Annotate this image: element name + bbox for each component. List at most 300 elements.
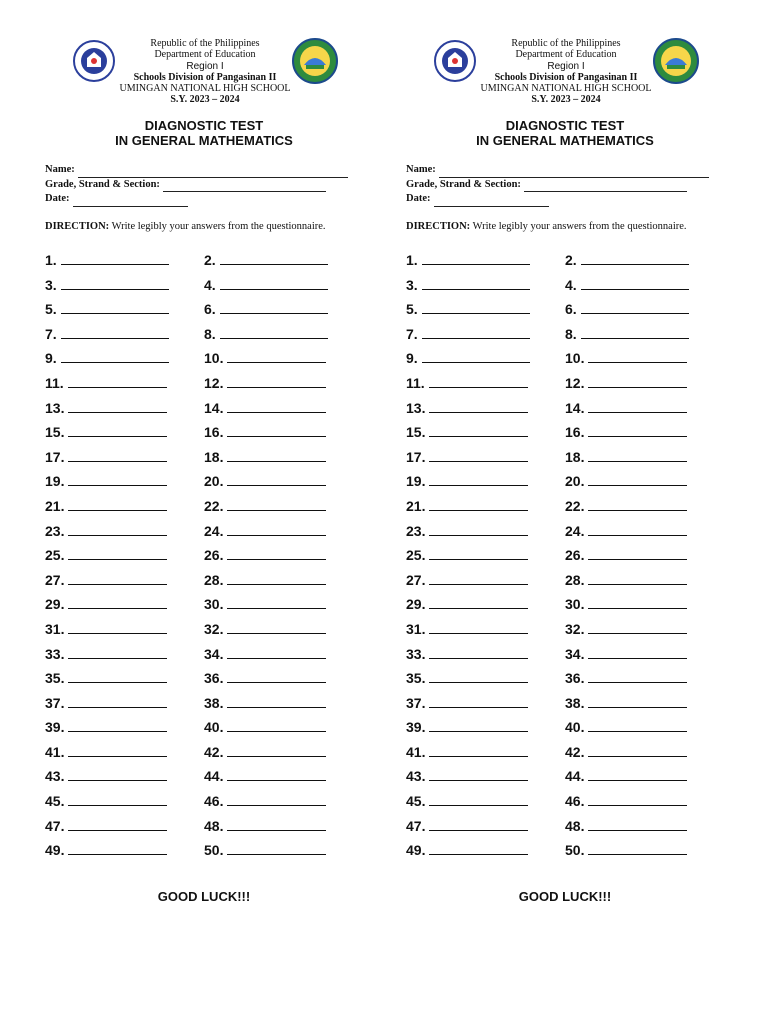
answer-blank[interactable] <box>429 803 528 806</box>
answer-blank[interactable] <box>61 311 169 314</box>
answer-number: 36. <box>204 670 224 687</box>
answer-item[interactable] <box>204 422 363 440</box>
answer-number: 15. <box>45 424 65 441</box>
answer-item[interactable] <box>565 471 724 489</box>
answer-row <box>45 496 363 521</box>
answer-row <box>45 422 363 447</box>
answer-blank[interactable] <box>581 336 689 339</box>
answer-item[interactable] <box>204 594 363 612</box>
good-luck-text: GOOD LUCK!!! <box>518 889 612 904</box>
answer-blank[interactable] <box>220 336 328 339</box>
answer-item[interactable] <box>45 791 204 809</box>
answer-number: 2. <box>204 252 216 268</box>
answer-item[interactable] <box>565 447 724 465</box>
answer-item[interactable] <box>406 373 565 391</box>
answer-item[interactable] <box>565 250 724 268</box>
school-header <box>421 38 711 106</box>
grade-line[interactable] <box>163 181 326 192</box>
answer-number: 39. <box>45 719 65 736</box>
name-line[interactable] <box>439 167 709 178</box>
answer-blank[interactable] <box>68 557 167 560</box>
answer-item[interactable] <box>565 570 724 588</box>
answer-blank[interactable] <box>68 729 167 732</box>
answer-number: 16. <box>565 424 585 441</box>
answer-item[interactable] <box>204 766 363 784</box>
answer-blank[interactable] <box>588 434 687 437</box>
answer-blank[interactable] <box>581 311 689 314</box>
answer-item[interactable] <box>204 693 363 711</box>
answer-item[interactable] <box>406 766 565 784</box>
answer-blank[interactable] <box>227 459 326 462</box>
answer-blank[interactable] <box>581 262 689 265</box>
title-line-2: IN GENERAL MATHEMATICS <box>115 133 293 148</box>
answer-blank[interactable] <box>227 656 326 659</box>
direction-text <box>406 220 724 234</box>
answer-blank[interactable] <box>429 582 528 585</box>
answer-row <box>406 496 724 521</box>
answer-blank[interactable] <box>227 680 326 683</box>
answer-blank[interactable] <box>220 262 328 265</box>
answer-item[interactable] <box>565 742 724 760</box>
answer-number: 10. <box>565 350 585 367</box>
grade-field[interactable] <box>45 178 363 193</box>
answer-item[interactable] <box>406 398 565 416</box>
answer-number: 18. <box>565 448 585 465</box>
answer-item[interactable] <box>45 644 204 662</box>
answer-number: 6. <box>204 301 216 318</box>
answer-item[interactable] <box>204 250 363 268</box>
answer-row <box>45 816 363 841</box>
answer-blank[interactable] <box>429 483 528 486</box>
answer-item[interactable] <box>565 545 724 563</box>
answer-blank[interactable] <box>68 631 167 634</box>
answer-blank[interactable] <box>588 705 687 708</box>
answer-blank[interactable] <box>422 360 530 363</box>
answer-number: 42. <box>204 743 224 760</box>
name-field[interactable] <box>406 163 724 178</box>
answer-number: 48. <box>565 817 585 834</box>
direction-body: Write legibly your answers from the questionnaire. <box>472 221 687 232</box>
date-field[interactable] <box>45 192 363 207</box>
answer-item[interactable] <box>204 324 363 342</box>
answer-blank[interactable] <box>588 680 687 683</box>
answer-item[interactable] <box>204 447 363 465</box>
answer-blank[interactable] <box>61 336 169 339</box>
answer-item[interactable] <box>45 570 204 588</box>
answer-number: 33. <box>45 645 65 662</box>
answer-item[interactable] <box>406 275 565 293</box>
answer-number: 43. <box>406 768 426 785</box>
answer-item[interactable] <box>45 840 204 858</box>
answer-blank[interactable] <box>68 680 167 683</box>
answer-number: 4. <box>565 276 577 293</box>
answer-item[interactable] <box>204 299 363 317</box>
answer-row <box>406 742 724 767</box>
answer-blank[interactable] <box>429 631 528 634</box>
answer-item[interactable] <box>204 373 363 391</box>
grade-field[interactable] <box>406 178 724 193</box>
answer-number: 43. <box>45 768 65 785</box>
answer-blank[interactable] <box>588 483 687 486</box>
answer-item[interactable] <box>406 545 565 563</box>
answer-row <box>45 471 363 496</box>
answer-item[interactable] <box>204 398 363 416</box>
answer-blank[interactable] <box>588 360 687 363</box>
answer-blank[interactable] <box>429 459 528 462</box>
answer-item[interactable] <box>406 816 565 834</box>
answer-number: 3. <box>45 276 57 293</box>
answer-blank[interactable] <box>588 508 687 511</box>
answer-row <box>406 447 724 472</box>
answer-item[interactable] <box>45 447 204 465</box>
header-school: UMINGAN NATIONAL HIGH SCHOOL <box>480 83 652 95</box>
answer-blank[interactable] <box>227 533 326 536</box>
answer-blank[interactable] <box>227 582 326 585</box>
answer-item[interactable] <box>406 250 565 268</box>
answer-item[interactable] <box>45 373 204 391</box>
answer-blank[interactable] <box>588 778 687 781</box>
answer-row <box>45 717 363 742</box>
answer-item[interactable] <box>45 619 204 637</box>
answer-number: 46. <box>565 793 585 810</box>
answer-row <box>45 299 363 324</box>
answer-blank[interactable] <box>227 828 326 831</box>
answer-blank[interactable] <box>220 287 328 290</box>
header-school-year: S.Y. 2023 – 2024 <box>170 94 240 106</box>
answer-item[interactable] <box>204 545 363 563</box>
answer-row <box>45 570 363 595</box>
answer-blank[interactable] <box>227 606 326 609</box>
answer-number: 31. <box>45 620 65 637</box>
answer-blank[interactable] <box>588 754 687 757</box>
answer-item[interactable] <box>45 348 204 366</box>
answer-blank[interactable] <box>227 705 326 708</box>
answer-item[interactable] <box>204 521 363 539</box>
answer-blank[interactable] <box>429 385 528 388</box>
answer-number: 47. <box>406 817 426 834</box>
answer-blank[interactable] <box>68 778 167 781</box>
answer-item[interactable] <box>406 668 565 686</box>
answer-blank[interactable] <box>68 705 167 708</box>
answer-item[interactable] <box>204 742 363 760</box>
answer-blank[interactable] <box>422 311 530 314</box>
answer-item[interactable] <box>565 668 724 686</box>
answer-number: 44. <box>204 768 224 785</box>
answer-blank[interactable] <box>227 508 326 511</box>
answer-item[interactable] <box>406 644 565 662</box>
name-field[interactable] <box>45 163 363 178</box>
answer-number: 19. <box>406 473 426 490</box>
answer-row <box>406 668 724 693</box>
answer-blank[interactable] <box>68 754 167 757</box>
answer-blank[interactable] <box>227 557 326 560</box>
answer-blank[interactable] <box>588 557 687 560</box>
answer-item[interactable] <box>45 717 204 735</box>
answer-item[interactable] <box>204 619 363 637</box>
answer-blank[interactable] <box>227 631 326 634</box>
answer-item[interactable] <box>45 422 204 440</box>
answer-blank[interactable] <box>227 410 326 413</box>
answer-number: 29. <box>406 596 426 613</box>
answer-blank[interactable] <box>588 803 687 806</box>
answer-number: 40. <box>204 719 224 736</box>
answer-number: 23. <box>45 522 65 539</box>
answer-number: 26. <box>204 547 224 564</box>
answer-number: 9. <box>45 350 57 367</box>
answer-number: 31. <box>406 620 426 637</box>
answer-blank[interactable] <box>227 483 326 486</box>
answer-blank[interactable] <box>429 557 528 560</box>
answer-item[interactable] <box>204 816 363 834</box>
answer-blank[interactable] <box>61 360 169 363</box>
answer-item[interactable] <box>406 324 565 342</box>
answer-item[interactable] <box>45 594 204 612</box>
answer-blank[interactable] <box>220 311 328 314</box>
answer-item[interactable] <box>45 668 204 686</box>
answer-row <box>406 717 724 742</box>
answer-blank[interactable] <box>68 508 167 511</box>
answer-item[interactable] <box>204 348 363 366</box>
title-line-1: DIAGNOSTIC TEST <box>505 118 625 133</box>
answer-row <box>406 644 724 669</box>
answer-item[interactable] <box>45 545 204 563</box>
date-line[interactable] <box>73 196 188 207</box>
answer-blank[interactable] <box>68 582 167 585</box>
answer-blank[interactable] <box>227 434 326 437</box>
answer-blank[interactable] <box>429 410 528 413</box>
grade-line[interactable] <box>524 181 687 192</box>
answer-row <box>45 693 363 718</box>
answer-blank[interactable] <box>68 385 167 388</box>
answer-blank[interactable] <box>429 729 528 732</box>
answer-blank[interactable] <box>227 778 326 781</box>
answer-number: 1. <box>45 252 57 268</box>
answer-item[interactable] <box>45 742 204 760</box>
answer-item[interactable] <box>204 644 363 662</box>
grade-label: Grade, Strand & Section: <box>406 178 521 190</box>
answer-item[interactable] <box>45 693 204 711</box>
answer-blank[interactable] <box>227 803 326 806</box>
answer-number: 28. <box>565 571 585 588</box>
answer-item[interactable] <box>406 693 565 711</box>
answer-row <box>406 471 724 496</box>
answer-item[interactable] <box>204 496 363 514</box>
answer-blank[interactable] <box>588 852 687 855</box>
answer-blank[interactable] <box>61 287 169 290</box>
answer-row <box>406 275 724 300</box>
answer-item[interactable] <box>406 422 565 440</box>
answer-number: 39. <box>406 719 426 736</box>
answer-item[interactable] <box>45 398 204 416</box>
answer-item[interactable] <box>565 275 724 293</box>
answer-blank[interactable] <box>68 606 167 609</box>
answer-blank[interactable] <box>68 852 167 855</box>
answer-item[interactable] <box>406 742 565 760</box>
answer-row <box>406 840 724 865</box>
answer-blank[interactable] <box>68 434 167 437</box>
date-field[interactable] <box>406 192 724 207</box>
answer-item[interactable] <box>565 398 724 416</box>
answer-item[interactable] <box>565 496 724 514</box>
answer-item[interactable] <box>204 275 363 293</box>
answer-number: 41. <box>45 743 65 760</box>
answer-blank[interactable] <box>68 828 167 831</box>
answer-item[interactable] <box>45 275 204 293</box>
answer-item[interactable] <box>45 250 204 268</box>
answer-blank[interactable] <box>588 385 687 388</box>
answer-item[interactable] <box>565 373 724 391</box>
header-region: Region I <box>186 60 224 72</box>
answer-item[interactable] <box>45 471 204 489</box>
answer-blank[interactable] <box>588 582 687 585</box>
answer-row <box>45 348 363 373</box>
answer-item[interactable] <box>565 791 724 809</box>
header-school-year: S.Y. 2023 – 2024 <box>531 94 601 106</box>
answer-number: 32. <box>565 620 585 637</box>
answer-blank[interactable] <box>588 606 687 609</box>
answer-item[interactable] <box>45 521 204 539</box>
answer-item[interactable] <box>406 570 565 588</box>
answer-blank[interactable] <box>227 852 326 855</box>
answer-item[interactable] <box>45 816 204 834</box>
answer-item[interactable] <box>406 496 565 514</box>
answer-blank[interactable] <box>429 852 528 855</box>
answer-number: 50. <box>565 842 585 859</box>
answer-row <box>45 742 363 767</box>
answer-blank[interactable] <box>227 729 326 732</box>
answer-blank[interactable] <box>68 410 167 413</box>
answer-item[interactable] <box>406 791 565 809</box>
answer-blank[interactable] <box>227 754 326 757</box>
answer-blank[interactable] <box>429 680 528 683</box>
answer-blank[interactable] <box>588 656 687 659</box>
answer-grid <box>406 250 724 865</box>
answer-blank[interactable] <box>68 459 167 462</box>
answer-blank[interactable] <box>588 459 687 462</box>
answer-blank[interactable] <box>68 533 167 536</box>
answer-blank[interactable] <box>422 336 530 339</box>
answer-item[interactable] <box>204 471 363 489</box>
answer-blank[interactable] <box>581 287 689 290</box>
answer-number: 3. <box>406 276 418 293</box>
answer-blank[interactable] <box>588 631 687 634</box>
answer-item[interactable] <box>406 619 565 637</box>
answer-blank[interactable] <box>68 483 167 486</box>
answer-number: 7. <box>45 325 57 342</box>
answer-blank[interactable] <box>422 287 530 290</box>
answer-item[interactable] <box>565 693 724 711</box>
answer-number: 24. <box>565 522 585 539</box>
answer-item[interactable] <box>565 619 724 637</box>
answer-number: 30. <box>204 596 224 613</box>
answer-number: 33. <box>406 645 426 662</box>
name-line[interactable] <box>78 167 348 178</box>
answer-item[interactable] <box>565 299 724 317</box>
answer-number: 50. <box>204 842 224 859</box>
answer-number: 38. <box>565 694 585 711</box>
answer-number: 14. <box>565 399 585 416</box>
answer-row <box>45 250 363 275</box>
answer-item[interactable] <box>565 766 724 784</box>
answer-item[interactable] <box>565 324 724 342</box>
answer-item[interactable] <box>204 717 363 735</box>
answer-blank[interactable] <box>429 606 528 609</box>
answer-item[interactable] <box>565 644 724 662</box>
answer-blank[interactable] <box>588 410 687 413</box>
answer-number: 35. <box>406 670 426 687</box>
answer-number: 46. <box>204 793 224 810</box>
answer-item[interactable] <box>406 447 565 465</box>
title-line-2: IN GENERAL MATHEMATICS <box>476 133 654 148</box>
answer-blank[interactable] <box>429 754 528 757</box>
answer-row <box>406 766 724 791</box>
answer-number: 12. <box>565 374 585 391</box>
header-republic: Republic of the Philippines <box>150 38 260 49</box>
answer-blank[interactable] <box>429 508 528 511</box>
answer-item[interactable] <box>406 840 565 858</box>
answer-blank[interactable] <box>588 533 687 536</box>
answer-blank[interactable] <box>429 656 528 659</box>
answer-item[interactable] <box>406 471 565 489</box>
answer-item[interactable] <box>406 299 565 317</box>
answer-blank[interactable] <box>588 729 687 732</box>
answer-blank[interactable] <box>227 385 326 388</box>
answer-number: 15. <box>406 424 426 441</box>
answer-blank[interactable] <box>429 705 528 708</box>
answer-item[interactable] <box>406 594 565 612</box>
answer-item[interactable] <box>565 422 724 440</box>
answer-item[interactable] <box>565 521 724 539</box>
answer-blank[interactable] <box>227 360 326 363</box>
answer-blank[interactable] <box>588 828 687 831</box>
answer-blank[interactable] <box>68 656 167 659</box>
answer-blank[interactable] <box>429 434 528 437</box>
answer-number: 5. <box>45 301 57 318</box>
answer-item[interactable] <box>565 717 724 735</box>
answer-item[interactable] <box>565 348 724 366</box>
answer-number: 25. <box>45 547 65 564</box>
answer-item[interactable] <box>204 668 363 686</box>
answer-item[interactable] <box>406 521 565 539</box>
answer-blank[interactable] <box>429 778 528 781</box>
answer-item[interactable] <box>45 496 204 514</box>
answer-item[interactable] <box>565 840 724 858</box>
answer-blank[interactable] <box>61 262 169 265</box>
answer-item[interactable] <box>204 840 363 858</box>
answer-item[interactable] <box>406 348 565 366</box>
answer-number: 49. <box>45 842 65 859</box>
answer-item[interactable] <box>204 791 363 809</box>
answer-item[interactable] <box>565 594 724 612</box>
answer-blank[interactable] <box>68 803 167 806</box>
answer-row <box>45 791 363 816</box>
answer-blank[interactable] <box>429 828 528 831</box>
answer-number: 11. <box>406 374 425 391</box>
answer-item[interactable] <box>204 570 363 588</box>
answer-blank[interactable] <box>422 262 530 265</box>
date-line[interactable] <box>434 196 549 207</box>
answer-number: 22. <box>565 497 585 514</box>
answer-blank[interactable] <box>429 533 528 536</box>
answer-item[interactable] <box>45 766 204 784</box>
answer-item[interactable] <box>45 324 204 342</box>
answer-number: 27. <box>45 571 65 588</box>
answer-item[interactable] <box>565 816 724 834</box>
direction-body: Write legibly your answers from the questionnaire. <box>111 221 326 232</box>
answer-item[interactable] <box>406 717 565 735</box>
answer-item[interactable] <box>45 299 204 317</box>
answer-number: 13. <box>406 399 426 416</box>
